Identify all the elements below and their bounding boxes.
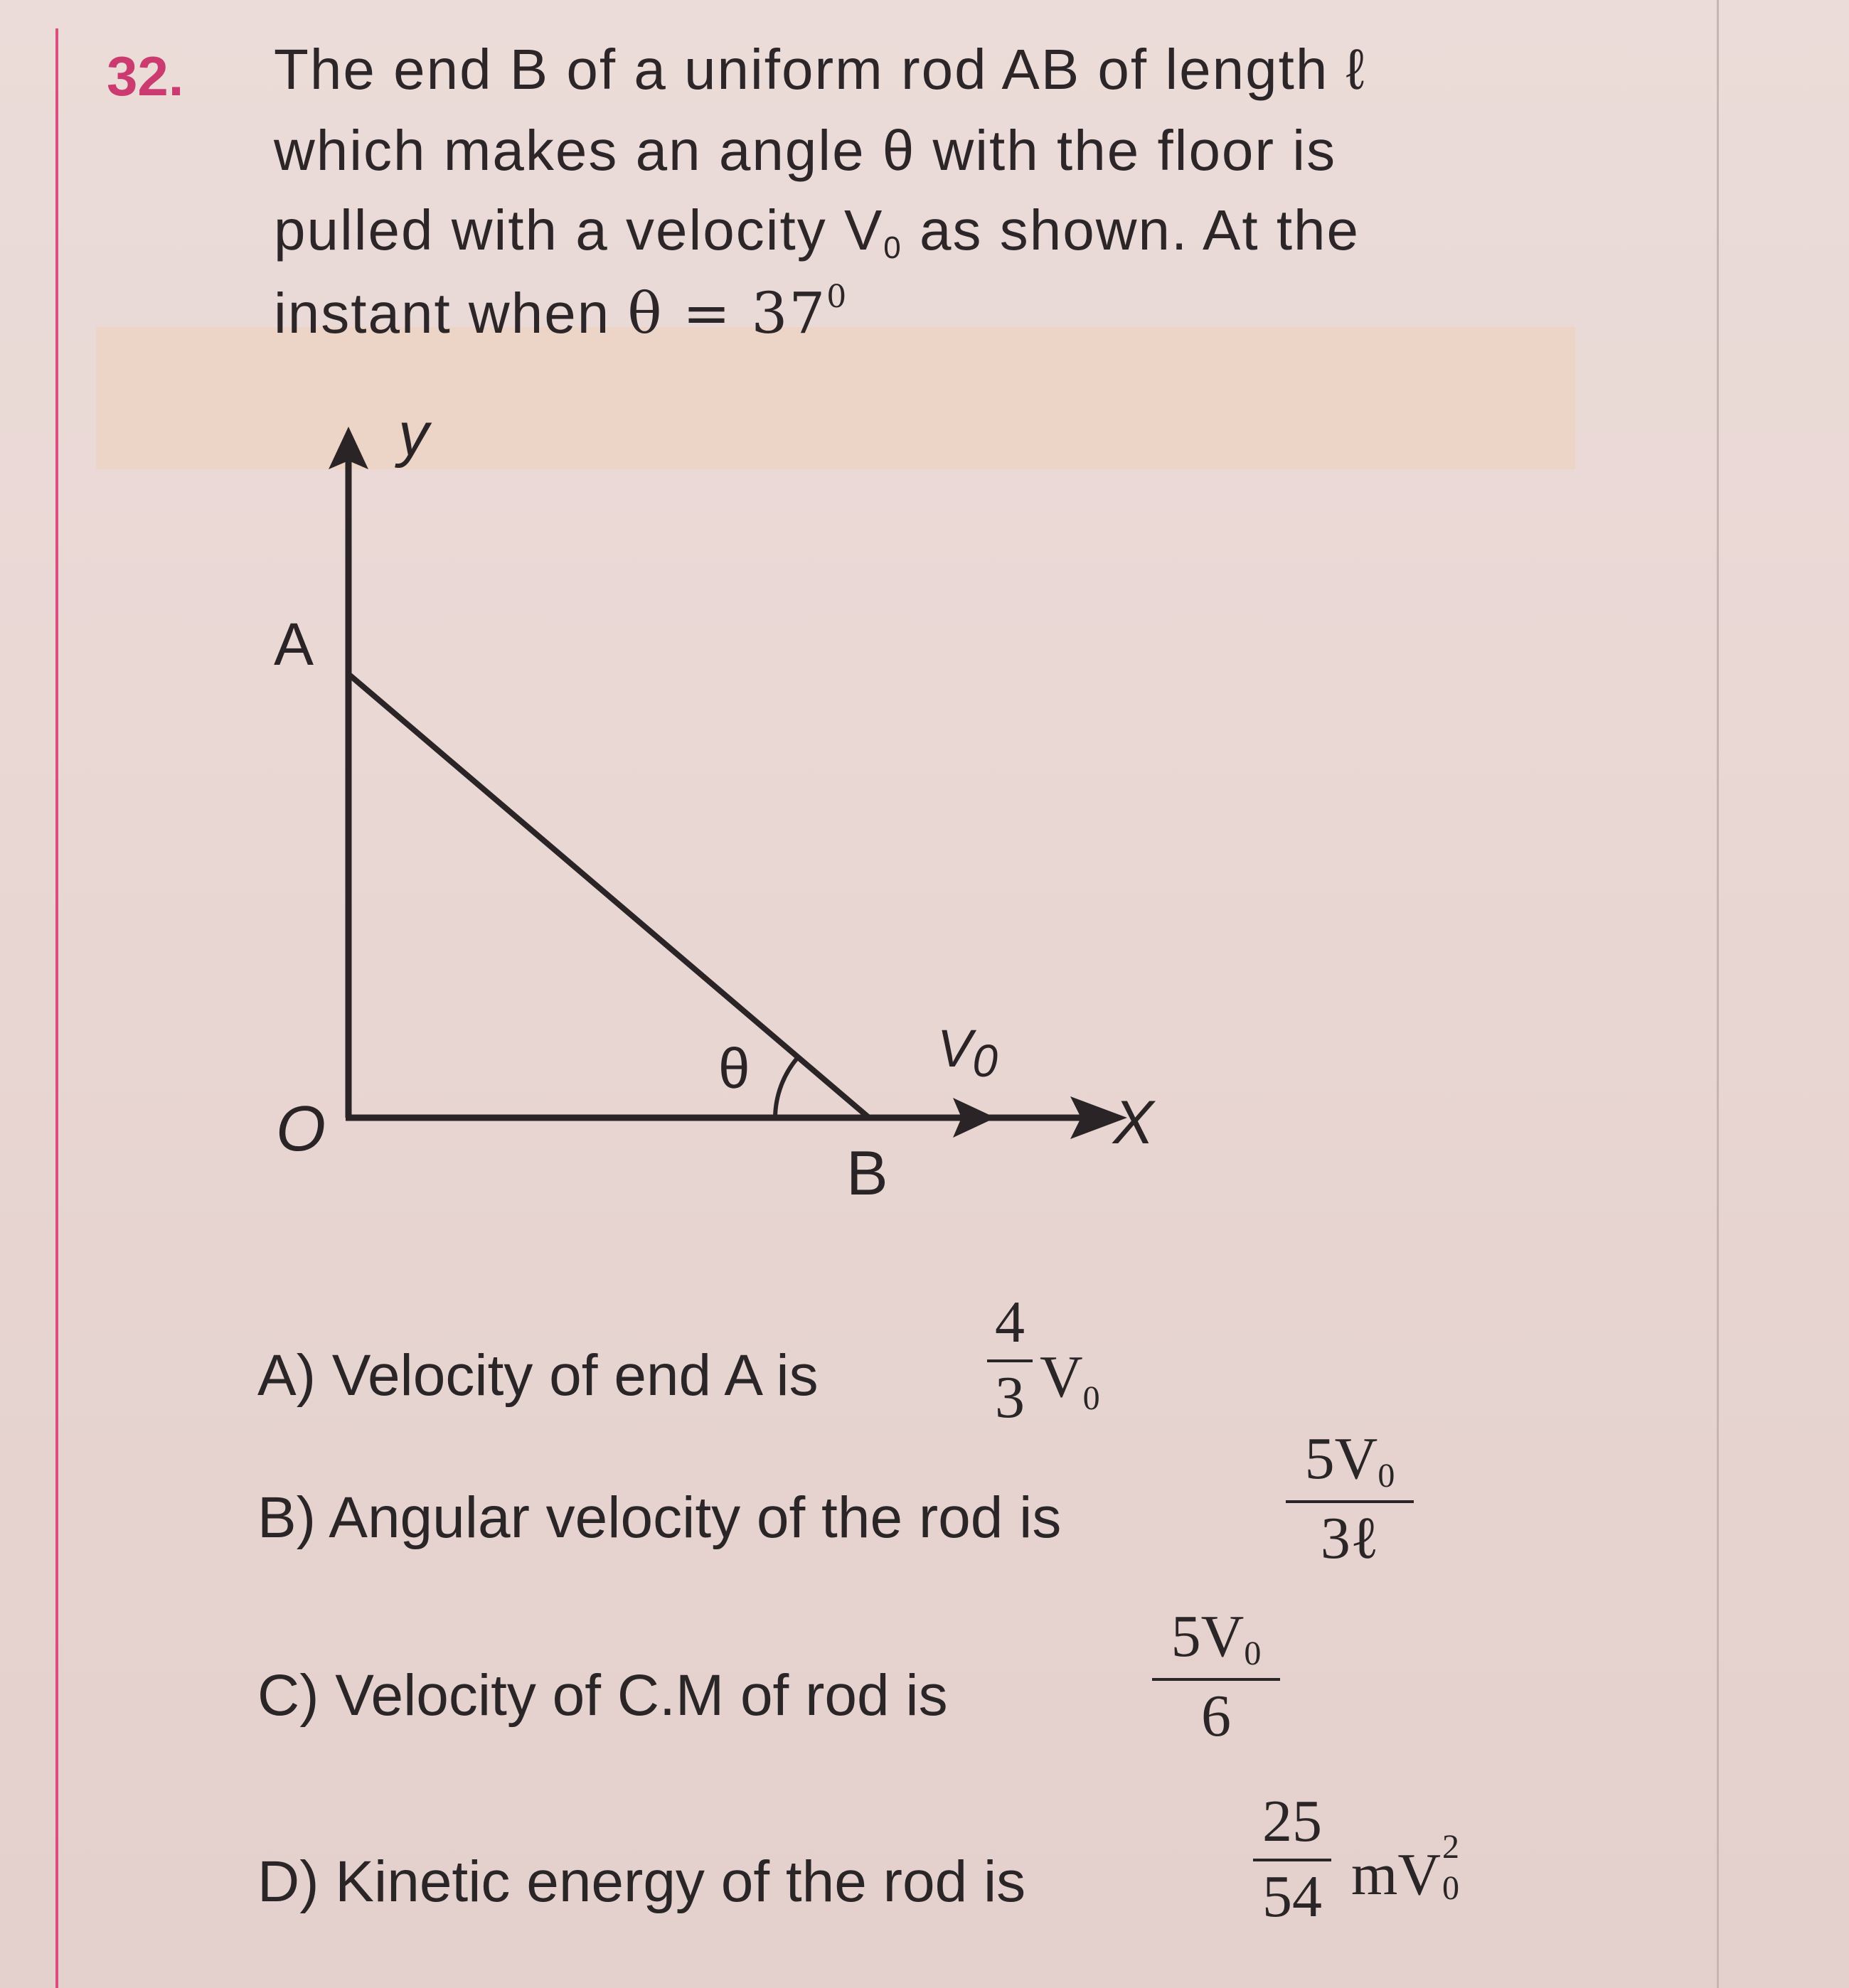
question-number: 32. [107, 45, 184, 107]
option-c-numerator-main: 5V [1171, 1603, 1245, 1669]
question-line-3-pre: pulled with a velocity V [274, 198, 884, 262]
question-line-4-pre: instant when [274, 282, 628, 345]
option-b-fraction-bar [1286, 1500, 1414, 1503]
option-d-numerator: 25 [1262, 1788, 1322, 1854]
option-d-tail [1351, 1828, 1469, 1909]
option-a-denominator: 3 [995, 1364, 1025, 1431]
option-b-fraction [1286, 1426, 1414, 1571]
angle-equation: θ = 37 [627, 280, 827, 346]
question-line-2: which makes an angle θ with the floor is [274, 119, 1337, 182]
option-c-numerator [1152, 1603, 1280, 1672]
option-a-tail [1040, 1342, 1100, 1418]
x-axis-label: X [1113, 1089, 1154, 1157]
option-b-denominator: 3ℓ [1320, 1505, 1380, 1571]
velocity-label-sub: 0 [972, 1035, 998, 1086]
option-c-text: C) Velocity of C.M of rod is [257, 1663, 948, 1728]
option-d-tail-sup: 2 [1442, 1828, 1459, 1866]
option-a-numerator: 4 [995, 1289, 1025, 1355]
origin-label: O [276, 1094, 326, 1165]
option-d-fraction [1253, 1788, 1331, 1930]
option-c-denominator: 6 [1201, 1683, 1231, 1749]
angle-arc [775, 1057, 798, 1118]
option-d-tail-scripts [1441, 1828, 1469, 1907]
point-b-label: B [846, 1138, 888, 1208]
option-c-numerator-sub: 0 [1244, 1635, 1262, 1672]
option-c-fraction-bar [1152, 1678, 1280, 1681]
velocity-label [937, 1019, 998, 1086]
option-d-fraction-bar [1253, 1859, 1331, 1861]
option-a-text: A) Velocity of end A is [257, 1343, 819, 1408]
question-line-1: The end B of a uniform rod AB of length ℓ [274, 38, 1366, 101]
option-a-tail-sub: 0 [1082, 1379, 1100, 1417]
velocity-subscript: 0 [883, 230, 902, 265]
degree-superscript: 0 [826, 279, 848, 315]
option-b-text: B) Angular velocity of the rod is [257, 1485, 1062, 1550]
option-b-numerator [1286, 1426, 1414, 1495]
option-a-tail-v: V [1040, 1344, 1083, 1410]
question-line-3-post: as shown. At the [902, 198, 1360, 262]
velocity-label-v: V [937, 1019, 973, 1078]
y-axis-label: y [398, 400, 429, 469]
option-c-fraction [1152, 1603, 1280, 1749]
option-d-tail-mv: mV [1351, 1842, 1441, 1908]
option-a-fraction-bar [987, 1359, 1033, 1362]
option-a-fraction [987, 1289, 1033, 1431]
option-d-tail-sub: 0 [1442, 1869, 1459, 1907]
option-d-text: D) Kinetic energy of the rod is [257, 1849, 1026, 1914]
option-b-numerator-sub: 0 [1378, 1457, 1395, 1495]
option-d-denominator: 54 [1262, 1864, 1322, 1930]
point-a-label: A [274, 611, 314, 678]
rod-ab [348, 674, 869, 1118]
angle-theta-label: θ [718, 1037, 750, 1100]
option-b-numerator-main: 5V [1304, 1426, 1378, 1492]
